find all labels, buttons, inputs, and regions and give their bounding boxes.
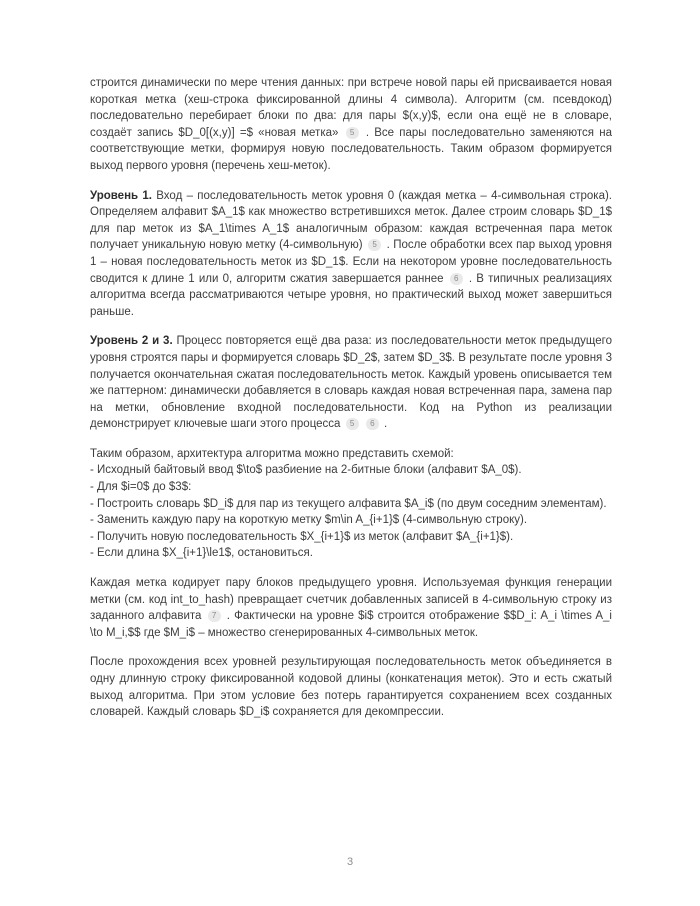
text-run: . Фактически на уровне $i$ строится отображение $$D_i: A_i \times A_i \to M_i,$$ где $M_i$ – множество сгенерированных 4-символьных меток. [90,610,612,639]
paragraph-2 [90,188,612,321]
text-run: Каждая метка кодирует пару блоков предыдущего уровня. Используемая функция генерации метки (см. код int_to_hash) превращает счетчик добавленных записей в 4-символьную строку из заданного алфавита [90,577,612,623]
page-footer [0,852,700,870]
scheme-line: - Получить новую последовательность $X_{i+1}$ из меток (алфавит $A_{i+1}$). [90,530,514,543]
paragraph-3 [90,333,612,433]
scheme-line: - Для $i=0$ до $3$: [90,481,192,494]
paragraph-5 [90,575,612,641]
citation-badge[interactable]: 5 [346,418,359,430]
scheme-line: - Если длина $X_{i+1}\le1$, остановиться. [90,547,313,560]
text-run: . Все пары последовательно заменяются на соответствующие метки, формируя новую последовательность. Таким образом формируется выход первого уровня (перечень хеш-меток). [90,126,612,172]
scheme-line: - Исходный байтовый ввод $\to$ разбиение на 2-битные блоки (алфавит $A_0$). [90,464,522,477]
citation-badge[interactable]: 6 [366,418,379,430]
text-run: строится динамически по мере чтения данных: при встрече новой пары ей присваивается новая короткая метка (хеш-строка фиксированной длины 4 символа). Алгоритм (см. псевдокод) последовательно перебирает блоки по два: для пары $(x,y)$, если она ещё не в словаре, создаёт запись $D_0[(x,y)] =$ «новая метка» [90,77,612,139]
scheme-line: Таким образом, архитектура алгоритма можно представить схемой: [90,447,454,460]
citation-badge[interactable]: 5 [346,127,359,139]
citation-badge[interactable]: 7 [208,610,221,622]
scheme-line: - Построить словарь $D_i$ для пар из текущего алфавита $A_i$ (по двум соседним элементам). [90,497,607,510]
text-run: . После обработки всех пар выход уровня 1 – новая последовательность меток из $D_1$. Если на некотором уровне последовательность сводится к длине 1 или 0, алгоритм сжатия завершается раннее [90,239,612,285]
document-content [90,75,612,734]
citation-badge[interactable]: 5 [368,239,381,251]
text-run: Процесс повторяется ещё два раза: из последовательности меток предыдущего уровня строятся пары и формируется словарь $D_2$, затем $D_3$. В результате после уровня 3 получается окончательная сжатая последовательность меток. Каждый уровень описывается тем же паттерном: динамически добавляется в словарь каждая новая встреченная пара, замена пар на метки, обновление входной последовательности. Код на Python из реализации демонстрирует ключевые шаги этого процесса [90,335,612,431]
bold-run: Уровень 1. [90,189,152,202]
scheme-list [90,446,612,562]
text-run: . В типичных реализациях алгоритма всегда рассматриваются четыре уровня, но практический выход может завершиться раньше. [90,272,612,318]
paragraph-6 [90,654,612,720]
text-run: Вход – последовательность меток уровня 0 (каждая метка – 4-символьная строка). Определяем алфавит $A_1$ как множество встретившихся меток. Далее строим словарь $D_1$ для пар меток из $A_1\times A_1$ аналогичным образом: каждая встреченная пара меток получает уникальную новую метку (4-символьную) [90,189,612,252]
citation-badge[interactable]: 6 [450,273,463,285]
text-run: После прохождения всех уровней результирующая последовательность меток объединяется в одну длинную строку фиксированной кодовой длины (конкатенация меток). Это и есть сжатый выход алгоритма. При этом условие без потерь гарантируется сохранением всех созданных словарей. Каждый словарь $D_i$ сохраняется для декомпрессии. [90,656,612,719]
text-run: . [380,418,388,431]
scheme-line: - Заменить каждую пару на короткую метку $m\in A_{i+1}$ (4-символьную строку). [90,514,528,527]
text-run [361,418,364,430]
page-number: 3 [346,856,354,868]
paragraph-1 [90,75,612,175]
bold-run: Уровень 2 и 3. [90,335,173,348]
